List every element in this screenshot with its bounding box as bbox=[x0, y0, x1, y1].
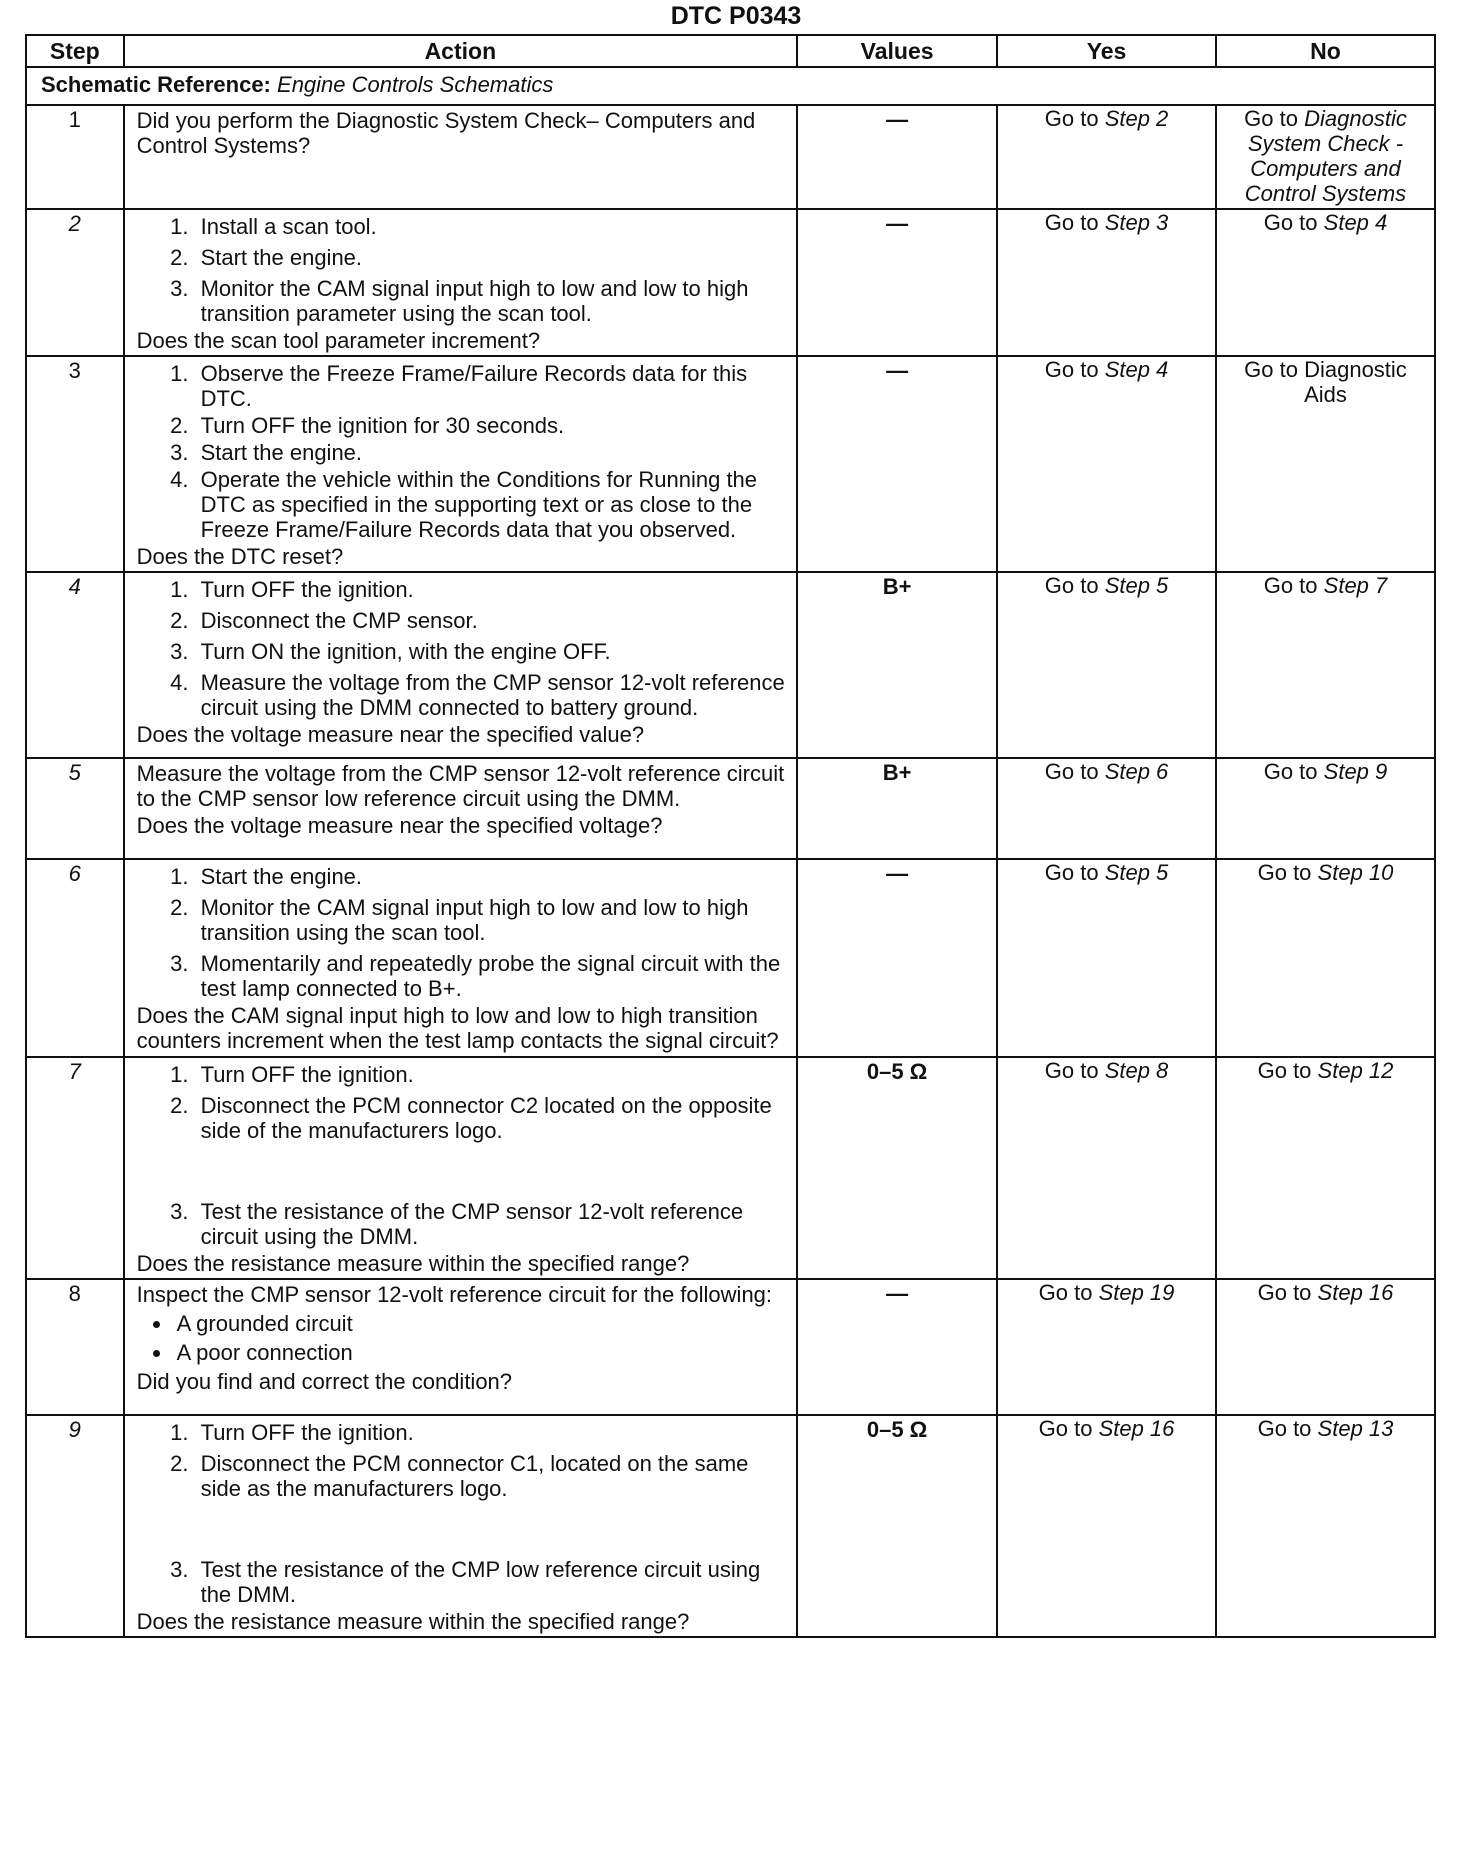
action-item: 3. Start the engine. bbox=[195, 440, 791, 465]
header-row bbox=[26, 35, 1435, 67]
action-cell bbox=[124, 1415, 798, 1637]
go-to-label: Go to bbox=[1044, 759, 1099, 784]
go-to-label: Go to bbox=[1244, 106, 1298, 131]
table-row bbox=[26, 209, 1435, 356]
action-item: 3. Monitor the CAM signal input high to low and low to high transition parameter using the scan tool. bbox=[195, 276, 791, 326]
go-to-label: Go to bbox=[1257, 1280, 1312, 1305]
action-item: 1. Install a scan tool. bbox=[195, 214, 791, 239]
no-cell bbox=[1216, 1279, 1435, 1415]
schematic-label: Schematic Reference: bbox=[41, 72, 271, 97]
table-row bbox=[26, 105, 1435, 209]
schematic-link[interactable]: Engine Controls Schematics bbox=[277, 72, 554, 97]
yes-link[interactable]: Step 3 bbox=[1104, 210, 1169, 235]
action-cell bbox=[124, 859, 798, 1057]
step-number: 3 bbox=[26, 356, 124, 572]
go-to-label: Go to bbox=[1044, 357, 1099, 382]
table-row bbox=[26, 1415, 1435, 1637]
go-to-label: Go to bbox=[1038, 1280, 1093, 1305]
value-cell: B+ bbox=[797, 572, 997, 758]
action-text: Inspect the CMP sensor 12-volt reference circuit for the following: bbox=[136, 1282, 773, 1307]
table-row bbox=[26, 572, 1435, 758]
step-number: 2 bbox=[26, 209, 124, 356]
no-link[interactable]: Step 4 bbox=[1323, 210, 1388, 235]
yes-cell bbox=[997, 572, 1216, 758]
action-question: Did you find and correct the condition? bbox=[136, 1369, 513, 1394]
no-link[interactable]: Step 16 bbox=[1317, 1280, 1394, 1305]
yes-link[interactable]: Step 19 bbox=[1098, 1280, 1175, 1305]
action-cell bbox=[124, 1057, 798, 1279]
value-cell: — bbox=[797, 356, 997, 572]
yes-link[interactable]: Step 5 bbox=[1104, 573, 1169, 598]
yes-link[interactable]: Step 5 bbox=[1104, 860, 1169, 885]
no-cell bbox=[1216, 209, 1435, 356]
spacer bbox=[137, 1145, 791, 1197]
step-number: 1 bbox=[26, 105, 124, 209]
action-item: 1. Turn OFF the ignition. bbox=[195, 1420, 791, 1445]
header-step: Step bbox=[26, 35, 124, 67]
go-to-label: Go to bbox=[1038, 1416, 1093, 1441]
action-cell bbox=[124, 572, 798, 758]
no-link[interactable]: Step 12 bbox=[1317, 1058, 1394, 1083]
action-text: Did you perform the Diagnostic System Check– Computers and Control Systems? bbox=[136, 108, 756, 158]
header-values: Values bbox=[797, 35, 997, 67]
no-cell bbox=[1216, 859, 1435, 1057]
go-to-label: Go to bbox=[1044, 860, 1099, 885]
action-item: 2. Turn OFF the ignition for 30 seconds. bbox=[195, 413, 791, 438]
value-cell: 0–5 Ω bbox=[797, 1057, 997, 1279]
step-number: 5 bbox=[26, 758, 124, 859]
diagnostic-table bbox=[25, 34, 1436, 1638]
spacer bbox=[137, 1503, 791, 1555]
action-question: Does the resistance measure within the specified range? bbox=[136, 1251, 690, 1276]
step-number: 6 bbox=[26, 859, 124, 1057]
no-cell bbox=[1216, 356, 1435, 572]
no-cell bbox=[1216, 105, 1435, 209]
action-cell bbox=[124, 1279, 798, 1415]
action-item: 3. Test the resistance of the CMP sensor 12-volt reference circuit using the DMM. bbox=[195, 1199, 791, 1249]
go-to-label: Go to bbox=[1257, 1416, 1312, 1441]
value-cell: B+ bbox=[797, 758, 997, 859]
condition-item: • A grounded circuit bbox=[173, 1311, 791, 1336]
step-number: 4 bbox=[26, 572, 124, 758]
table-row bbox=[26, 758, 1435, 859]
yes-link[interactable]: Step 6 bbox=[1104, 759, 1169, 784]
yes-cell bbox=[997, 859, 1216, 1057]
step-number: 8 bbox=[26, 1279, 124, 1415]
action-item: 1. Observe the Freeze Frame/Failure Records data for this DTC. bbox=[195, 361, 791, 411]
action-item: 1. Turn OFF the ignition. bbox=[195, 577, 791, 602]
go-to-label: Go to bbox=[1044, 573, 1099, 598]
action-item: 3. Momentarily and repeatedly probe the signal circuit with the test lamp connected to B+. bbox=[195, 951, 791, 1001]
header-yes: Yes bbox=[997, 35, 1216, 67]
step-number: 7 bbox=[26, 1057, 124, 1279]
no-link[interactable]: Step 10 bbox=[1317, 860, 1394, 885]
action-list bbox=[137, 577, 791, 720]
table-row bbox=[26, 859, 1435, 1057]
action-question: Does the CAM signal input high to low and low to high transition counters increment when the test lamp contacts the signal circuit? bbox=[136, 1003, 779, 1053]
action-list bbox=[137, 1199, 791, 1249]
condition-item: • A poor connection bbox=[173, 1340, 791, 1365]
action-item: 2. Monitor the CAM signal input high to low and low to high transition using the scan tool. bbox=[195, 895, 791, 945]
action-list bbox=[137, 361, 791, 542]
yes-cell bbox=[997, 1279, 1216, 1415]
action-question: Does the resistance measure within the specified range? bbox=[136, 1609, 690, 1634]
table-row bbox=[26, 1057, 1435, 1279]
yes-link[interactable]: Step 4 bbox=[1104, 357, 1169, 382]
action-list bbox=[137, 1062, 791, 1143]
step-number: 9 bbox=[26, 1415, 124, 1637]
go-to-label: Go to bbox=[1263, 210, 1318, 235]
header-action: Action bbox=[124, 35, 798, 67]
no-link[interactable]: Step 13 bbox=[1317, 1416, 1394, 1441]
action-item: 2. Disconnect the PCM connector C2 located on the opposite side of the manufacturers logo. bbox=[195, 1093, 791, 1143]
action-item: 2. Disconnect the PCM connector C1, located on the same side as the manufacturers logo. bbox=[195, 1451, 791, 1501]
no-cell bbox=[1216, 1415, 1435, 1637]
action-item: 1. Start the engine. bbox=[195, 864, 791, 889]
yes-cell bbox=[997, 1415, 1216, 1637]
go-to-label: Go to bbox=[1257, 1058, 1312, 1083]
page-title: DTC P0343 bbox=[670, 2, 802, 30]
yes-cell bbox=[997, 1057, 1216, 1279]
action-question: Does the voltage measure near the specified value? bbox=[136, 722, 645, 747]
no-link[interactable]: Step 7 bbox=[1323, 573, 1388, 598]
action-list bbox=[137, 1557, 791, 1607]
yes-cell bbox=[997, 356, 1216, 572]
action-list bbox=[137, 864, 791, 1001]
action-item: 3. Turn ON the ignition, with the engine OFF. bbox=[195, 639, 791, 664]
go-to-label: Go to bbox=[1257, 860, 1312, 885]
yes-link[interactable]: Step 16 bbox=[1098, 1416, 1175, 1441]
table-row bbox=[26, 356, 1435, 572]
value-cell: — bbox=[797, 859, 997, 1057]
action-item: 4. Measure the voltage from the CMP sensor 12-volt reference circuit using the DMM connected to battery ground. bbox=[195, 670, 791, 720]
action-item: 3. Test the resistance of the CMP low reference circuit using the DMM. bbox=[195, 1557, 791, 1607]
table-row bbox=[26, 1279, 1435, 1415]
action-question: Does the scan tool parameter increment? bbox=[136, 328, 541, 353]
action-question: Does the voltage measure near the specified voltage? bbox=[136, 813, 663, 838]
yes-link[interactable]: Step 8 bbox=[1104, 1058, 1169, 1083]
no-cell bbox=[1216, 572, 1435, 758]
condition-list bbox=[137, 1311, 791, 1365]
schematic-row bbox=[26, 67, 1435, 105]
action-cell bbox=[124, 356, 798, 572]
schematic-reference bbox=[26, 67, 1435, 105]
yes-cell bbox=[997, 758, 1216, 859]
action-cell bbox=[124, 105, 798, 209]
go-to-label: Go to bbox=[1044, 1058, 1099, 1083]
value-cell: — bbox=[797, 1279, 997, 1415]
no-link[interactable]: Go to Diagnostic Aids bbox=[1244, 357, 1407, 407]
action-list bbox=[137, 214, 791, 326]
go-to-label: Go to bbox=[1263, 759, 1318, 784]
header-no: No bbox=[1216, 35, 1435, 67]
action-item: 2. Disconnect the CMP sensor. bbox=[195, 608, 791, 633]
action-cell bbox=[124, 758, 798, 859]
no-link[interactable]: Step 9 bbox=[1323, 759, 1388, 784]
action-text: Measure the voltage from the CMP sensor 12-volt reference circuit to the CMP sensor low reference circuit using the DMM. bbox=[136, 761, 785, 811]
action-item: 4. Operate the vehicle within the Conditions for Running the DTC as specified in the supporting text or as close to the Freeze Frame/Failure Records data that you observed. bbox=[195, 467, 791, 542]
action-list bbox=[137, 1420, 791, 1501]
action-question: Does the DTC reset? bbox=[136, 544, 344, 569]
no-cell bbox=[1216, 758, 1435, 859]
action-item: 2. Start the engine. bbox=[195, 245, 791, 270]
action-item: 1. Turn OFF the ignition. bbox=[195, 1062, 791, 1087]
value-cell: — bbox=[797, 209, 997, 356]
value-cell: 0–5 Ω bbox=[797, 1415, 997, 1637]
go-to-label: Go to bbox=[1263, 573, 1318, 598]
go-to-label: Go to bbox=[1044, 106, 1099, 131]
yes-cell bbox=[997, 209, 1216, 356]
value-cell: — bbox=[797, 105, 997, 209]
no-cell bbox=[1216, 1057, 1435, 1279]
go-to-label: Go to bbox=[1044, 210, 1099, 235]
no-link[interactable]: Diagnostic System Check - Computers and Control Systems bbox=[1244, 106, 1407, 206]
yes-cell bbox=[997, 105, 1216, 209]
yes-link[interactable]: Step 2 bbox=[1104, 106, 1169, 131]
action-cell bbox=[124, 209, 798, 356]
